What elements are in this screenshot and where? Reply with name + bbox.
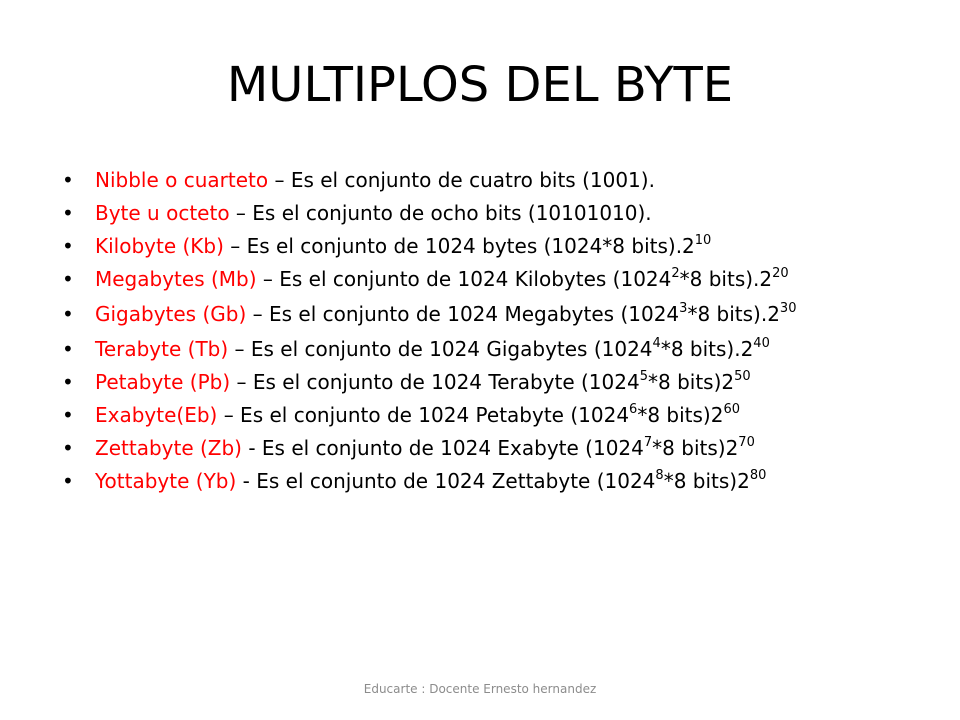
definition-text-2: *8 bits)2 (652, 436, 739, 460)
definition-text: - Es el conjunto de 1024 Exabyte (1024 (241, 436, 644, 460)
list-item-byte (0, 203, 960, 223)
slide-title: MULTIPLOS DEL BYTE (226, 57, 734, 113)
exponent-mid: 3 (679, 301, 688, 316)
bullet-icon: • (62, 469, 74, 493)
term-label: Terabyte (Tb) (95, 337, 229, 361)
definition-text: – Es el conjunto de cuatro bits (1001). (268, 168, 655, 192)
definition-text-2: *8 bits).2 (687, 302, 780, 326)
exponent-end: 20 (772, 266, 789, 281)
list-item-megabytes (0, 266, 960, 291)
definition-text: - Es el conjunto de 1024 Zettabyte (1024 (236, 469, 656, 493)
byte-multiples-list (0, 170, 960, 504)
exponent-end: 10 (694, 233, 712, 248)
exponent-mid: 4 (652, 336, 661, 351)
exponent-end: 70 (738, 435, 755, 450)
bullet-icon: • (62, 267, 74, 291)
definition-text-2: *8 bits)2 (663, 469, 750, 493)
exponent-mid: 2 (671, 266, 680, 281)
definition-text: – Es el conjunto de 1024 Gigabytes (1024 (228, 337, 653, 361)
list-item-nibble (0, 170, 960, 190)
definition-text: – Es el conjunto de 1024 Kilobytes (1024 (256, 267, 672, 291)
exponent-mid: 5 (639, 369, 648, 384)
term-label: Yottabyte (Yb) (95, 469, 237, 493)
list-item-yottabyte (0, 468, 960, 493)
term-label: Nibble o cuarteto (95, 168, 269, 192)
term-label: Gigabytes (Gb) (95, 302, 247, 326)
term-label: Megabytes (Mb) (95, 267, 257, 291)
definition-text: – Es el conjunto de 1024 Terabyte (1024 (230, 370, 640, 394)
exponent-end: 60 (723, 402, 740, 417)
list-item-gigabytes (0, 301, 960, 326)
exponent-end: 50 (734, 369, 751, 384)
bullet-icon: • (62, 168, 74, 192)
list-item-petabyte (0, 369, 960, 394)
list-item-exabyte (0, 402, 960, 427)
footer-credit: Educarte : Docente Ernesto hernandez (363, 682, 597, 696)
exponent-mid: 7 (643, 435, 653, 450)
term-label: Exabyte(Eb) (95, 403, 218, 427)
list-item-kilobyte (0, 233, 960, 258)
bullet-icon: • (62, 201, 74, 225)
bullet-icon: • (62, 234, 74, 258)
exponent-end: 80 (749, 468, 767, 483)
list-item-terabyte (0, 336, 960, 361)
term-label: Byte u octeto (95, 201, 230, 225)
definition-text-2: *8 bits).2 (660, 337, 754, 361)
term-label: Zettabyte (Zb) (95, 436, 242, 460)
exponent-mid: 6 (629, 402, 638, 417)
term-label: Kilobyte (Kb) (95, 234, 224, 258)
definition-text-2: *8 bits)2 (648, 370, 735, 394)
bullet-icon: • (62, 302, 74, 326)
bullet-icon: • (62, 403, 74, 427)
term-label: Petabyte (Pb) (95, 370, 231, 394)
bullet-icon: • (62, 370, 74, 394)
exponent-mid: 8 (655, 468, 664, 483)
exponent-end: 40 (753, 336, 770, 351)
list-item-zettabyte (0, 435, 960, 460)
definition-text: – Es el conjunto de 1024 bytes (1024*8 bits).2 (223, 234, 695, 258)
definition-text: – Es el conjunto de 1024 Megabytes (1024 (246, 302, 680, 326)
definition-text: – Es el conjunto de ocho bits (10101010). (229, 201, 652, 225)
bullet-icon: • (62, 337, 74, 361)
definition-text-2: *8 bits).2 (679, 267, 773, 291)
bullet-icon: • (62, 436, 74, 460)
exponent-end: 30 (779, 301, 797, 316)
definition-text-2: *8 bits)2 (637, 403, 724, 427)
definition-text: – Es el conjunto de 1024 Petabyte (1024 (217, 403, 630, 427)
